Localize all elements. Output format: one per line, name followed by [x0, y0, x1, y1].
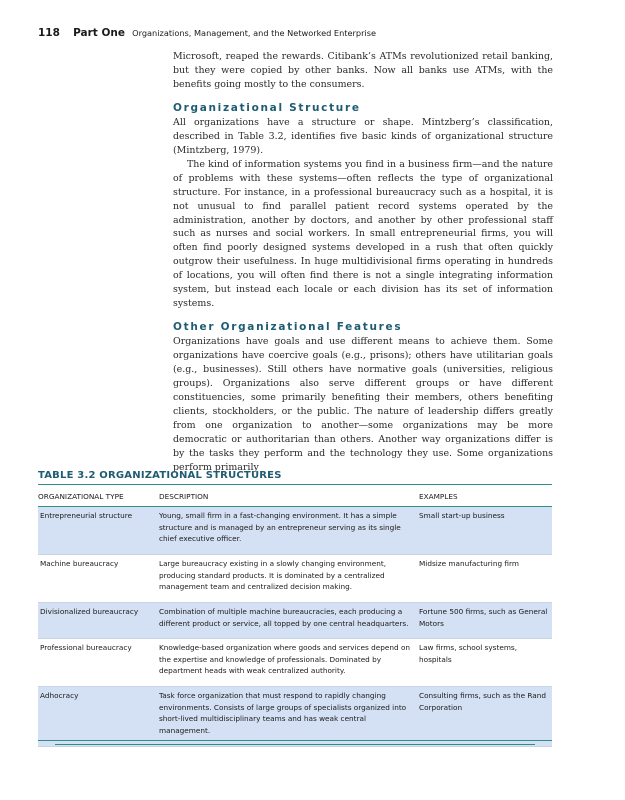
table-top-rule: [38, 484, 552, 485]
table-row: [38, 639, 552, 687]
cell-type: Divisionalized bureaucracy: [40, 607, 139, 616]
body-text-column: [173, 50, 553, 475]
column-header: DESCRIPTION: [159, 492, 209, 502]
cell-type: Adhocracy: [40, 691, 79, 700]
table-row: [38, 555, 552, 603]
table-row: [38, 603, 552, 639]
part-label: Part One: [73, 27, 125, 39]
paragraph: All organizations have a structure or shape. Mintzberg’s classification, described in Table 3.2, identifies five basic kinds of organizational structure (Mintzberg, 1979).: [173, 116, 553, 156]
paragraph: Organizations have goals and use different means to achieve them. Some organizations have coercive goals (e.g., prisons); others have utilitarian goals (e.g., businesses). Still others have normative goals (universities, religious groups). Organizations also serve different groups or have different constituencies, some primarily benefiting their members, others benefiting clients, stockholders, or the public. The nature of leadership differs greatly from one organization to another—some organizations may be more democratic or authoritarian than others. Another way organizations differ is by the tasks they perform and the technology they use. Some organizations perform primarily: [173, 336, 553, 473]
cell-description: Knowledge-based organization where goods and services depend on the expertise and knowledge of professionals. Dominated by department heads with weak centralized authority.: [159, 643, 411, 675]
organizational-structures-table: [38, 488, 552, 747]
cell-description: Young, small firm in a fast-changing environment. It has a simple structure and is managed by an entrepreneur serving as its single chief executive officer.: [159, 511, 401, 543]
section-heading-features: Other Organizational Features: [173, 321, 403, 334]
section-heading-structure: Organizational Structure: [173, 101, 361, 114]
column-header: ORGANIZATIONAL TYPE: [38, 492, 124, 502]
cell-type: Machine bureaucracy: [40, 559, 119, 568]
cell-examples: Small start-up business: [419, 511, 505, 520]
running-header: [38, 27, 598, 39]
column-header: EXAMPLES: [419, 492, 458, 502]
cell-examples: Midsize manufacturing firm: [419, 559, 519, 568]
paragraph: The kind of information systems you find in a business firm—and the nature of problems with these systems—often reflects the type of organizational structure. For instance, in a professional bureaucracy such as a hospital, it is not unusual to find parallel patient record systems operated by the administration, another by doctors, and another by other professional staff such as nurses and social workers. In small entrepreneurial firms, you will often find poorly designed systems developed in a rush that often quickly outgrow their usefulness. In huge multidivisional firms operating in hundreds of locations, you will often find there is not a single integrating information system, but instead each locale or each division has its set of information systems.: [173, 158, 553, 310]
table-title: ORGANIZATIONAL STRUCTURES: [99, 470, 282, 481]
chapter-title: Organizations, Management, and the Networked Enterprise: [132, 28, 377, 38]
cell-examples: Fortune 500 firms, such as General Motors: [419, 607, 548, 628]
table-row: [38, 687, 552, 747]
cell-description: Task force organization that must respond to rapidly changing environments. Consists of large groups of specialists organized into short-lived multidisciplinary teams and has weak central management.: [159, 691, 407, 735]
table-bottom-rule-thin: [55, 744, 535, 745]
cell-description: Combination of multiple machine bureaucracies, each producing a different product or service, all topped by one central headquarters.: [159, 607, 409, 628]
cell-description: Large bureaucracy existing in a slowly changing environment, producing standard products. It is dominated by a centralized management team and centralized decision making.: [159, 559, 387, 591]
cell-examples: Law firms, school systems, hospitals: [419, 643, 518, 664]
table-header-row: [38, 488, 552, 507]
table-row: [38, 507, 552, 555]
cell-type: Entrepreneurial structure: [40, 511, 133, 520]
table-bottom-rule: [38, 740, 552, 741]
intro-paragraph: Microsoft, reaped the rewards. Citibank’s ATMs revolutionized retail banking, but they were copied by other banks. Now all banks use ATMs, with the benefits going mostly to the consumers.: [173, 51, 553, 90]
page-number: 118: [38, 27, 60, 39]
cell-examples: Consulting firms, such as the Rand Corporation: [419, 691, 547, 712]
table-caption: [38, 470, 282, 481]
cell-type: Professional bureaucracy: [40, 643, 132, 652]
table-label: TABLE 3.2: [38, 470, 96, 481]
